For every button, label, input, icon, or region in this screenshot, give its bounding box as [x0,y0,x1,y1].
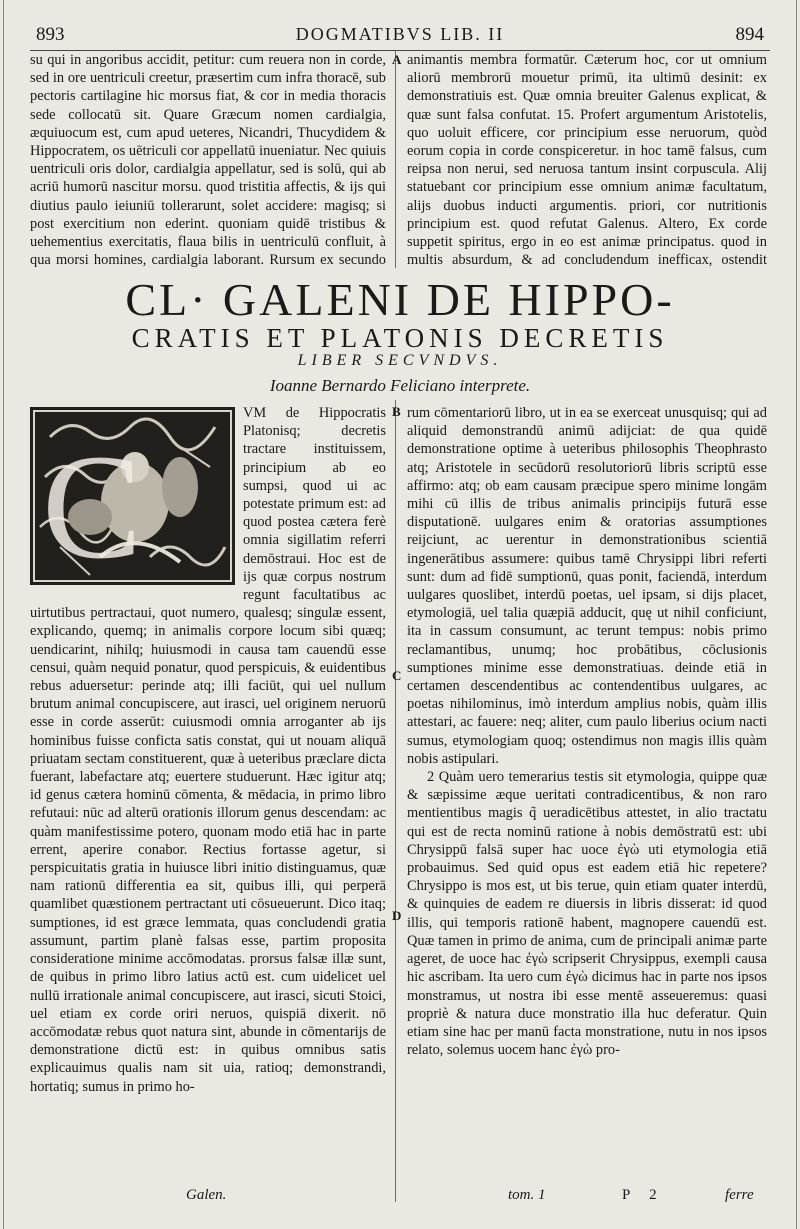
bottom-left-column [30,404,386,1204]
book-title-line-2: CRATIS ET PLATONIS DECRETIS [131,323,669,353]
bottom-right-column [407,404,767,1204]
initial-letter-glyph: C [42,424,143,585]
running-title: DOGMATIBVS LIB. II [295,24,505,44]
bottom-right-paragraph-2 [407,768,767,1059]
margin-letter-c: C [392,668,402,683]
section-number-15: 15. [556,106,575,123]
margin-letter-b: B [392,404,401,419]
bottom-right-paragraph-1: rum cōmentariorū libro, ut in ea se exerceat unusquisq; qui ad aliquid demonstrandū animū adijciat: de qua quidē demonstratione optime à ueteribus philosophis Theophrasto atq; Aristotele in secūdorū resolutoriorū libris scriptū esse affirmo: atq; ob eam causam præcipue spero minime longām mihi cū illis de tribus animalis principijs futurā esse disputationē. uulgares enim & oratorias assumptiones reijciunt, ac uerentur in demonstrationibus scientiā ingenerātibus assumere: quibus tamē Chrysippi libri referti sunt: dum ad fidē sumptionū, quas ponit, faciendā, interdum uulgares quoslibet, interdū poetas, uel ipsam, si dijs placet, etymologiā, uel talia quæpiā adducit, quę ut nihil conficiunt, ita in cassum consumunt, ac terunt tempus: nobis primo reclamantibus, unumq; hoc probātibus, cōclusionis sumptiones minime esse demonstratiuas. deinde etiā in certamen descendentibus ac contendentibus uulgares, ac poetas nihilominus, imò interdum amplius nobis, quàm illis attestari, ac fauere: neq; aliter, cum paulo liberius ocium nacti sumus, etymologiam quoq; ostendimus non magis illis quàm nobis astipulari. [407,405,767,767]
bottom-right-text-2: Quàm uero temerarius testis sit etymologia, quippe quæ & sæpissime æque ueritati contradicentibus, & non raro mentientibus magis q̃ ueradicētibus attestet, in alio tractatu qui est de recta nominū ratione à nobis demōstratū est: ubi Chrysippū falsā super hac uoce ἐγὼ uti etymologia etiā probauimus. Sed quid opus est eadem etiā hic repetere? Chrysippo is mos est, ut bis terue, quin etiam quater interdū, & quinquies de eadem re diuersis in libris disserat: id quod illis, qui temporis rationē habent, magnopere cauendū est. Quæ tamen in primo de anima, cum de principali animæ parte ageret, de uoce hac ἐγὼ scripserit Chrysippus, exempli causa hic ascribam. Ita uero cum ἐγὼ dicimus hac in parte nos ipsos monstramus, ut nostra ibi esse mentē asseueremus: quasi propriè & natura duce monstratio illa huc deferatur. Quin etiam sine hac per manū facta monstratione, nutu in nos ipsos relato, solemus uocem hanc ἐγὼ pro- [407,769,767,1059]
folio-left: 893 [36,24,65,45]
signature-mark: P 2 [622,1187,657,1203]
page-edge-left [3,0,4,1229]
book-title-line-1: CL· GALENI DE HIPPO- [125,274,675,325]
margin-letter-d: D [392,908,402,923]
top-right-paragraph [407,51,767,271]
top-right-text-2: Profert argumentum Aristotelis, quo uoluit efficere, cor principium esse neruorum, quòd eorum copia in corde conspiceretur. in hoc tamē falsus, cum reipsa non nerui, sed neruosa tantum insint corpuscula. Alij statuebant cor principium esse omnium animæ facultatum, alijs duobus inducti argumentis. priori, cor nutritionis principium est. quod refutat Galenus. Altero, Ex corde suppetit spiritus, ergo in eo est animæ principatus. quod in multis absurdum, & ad concludendum inefficax, ostendit [407,106,767,269]
top-left-paragraph: su qui in angoribus accidit, petitur: cum reuera non in corde, sed in ore uentriculi creetur, præsertim cum infra thoracē, sub pectoris cartilagine hic morsus fiat, & cor in media thoracis sede collocatū sit. Quare Græcum nomen cardialgia, æquiuocum est, cum apud ueteres, Nicandri, Thucydidem & Hippocratem, os uētriculi cor appellatū inueniatur. Nec quiuis uentriculi oris dolor, cardialgia appellatur, sed is solū, qui ab acriū humorū nascitur morsu. quod tristitia affectis, & ijs qui diutius paulo ieiuniū tollerarunt, solet accidere: magisq; si post exercitium non ederint. quoniam quidē tristibus & uehementius exercitatis, flaua bilis in uentriculū confluit, à qua morsi homines, cardialgia laborant. Rursum ex secundo [30,52,386,269]
bottom-left-paragraph: VM de Hippocratis Platonisq; decretis tractare instituissem, principium ab eo sumpsi, quod ui ac potestate primum est: ad quod postea cætera ferè omnia sigillatim referri demōstraui. Hoc est de ijs quæ corpus nostrum regunt facultatibus ac uirtutibus pertractaui, quot numero, qualesq; singulæ essent, explicando, quemq; in animalis corpore locum sibi quæq; uendicarint, nihilq; huiusmodi in causa tam cauendū esse censui, quàm nequid ponatur, quod perspicuis, & euidentibus rebus aduersetur: perinde atq; illi faciūt, qui uel nullum brutum animal concupiscere, aut irasci, uel originem neruorū esse in corde asserūt: cuiusmodi omnia arroganter ab ijs hominibus fuisse conficta satis constat, qui ut nouam aliquā priuatam sectam constituerent, quæ à ueteribus præclare dicta fuerant, labefactare atq; euertere studuerunt. Hæc igitur atq; id genus cætera hominū cōmenta, & mēdacia, in primo libro refutaui: nūc ad alterū orationis illorum genus descendam: ac quàm manifestissime potero, quonam modo etiā hac in parte errent, aperire conabor. Rectius fortasse agetur, si perspicuitatis gratia in huiusce libri initio distinguamus, quæ nam rationū differentia ea sit, quibus illi, qui perperā quamlibet quæstionem pertractant uti cōsueuerunt. Dico itaq; sumptiones, id est græce lemmata, quas concludendi gratia assumunt, partim planè falsas esse, partim proposita consideratione minime accōmodatas. prorsus falsæ illæ sunt, de quibus in primo libro latius actū est. cum uidelicet uel nullū irrationale animal concupiscere, aut irasci, sicuti Stoici, uel etiam ex corde oriri neruos, quispiā dixerit. nō accōmodatæ rebus quot natura sint, abunde in cōmentarijs de demonstratione dictū est: in quibus omnibus satis explicauimus qualis nam sit uia, ratioq; demonstrandi, hortatiq; sumus in primo ho- [30,405,386,1095]
column-rule-top [395,50,396,268]
top-right-text-1: animantis membra formatūr. Cæterum hoc, cor ut omnium aliorū membrorū mouetur primū, ita ultimū desinit: ex demonstratiuis est. Quæ omnia breuiter Galenus explicat, & quæ sunt falsa confutat. [407,52,767,123]
running-head [30,24,770,51]
catchword-left: Galen. [186,1187,227,1203]
top-right-column [407,51,767,271]
footer-tom: tom. 1 [508,1187,546,1203]
margin-letter-a: A [392,52,402,67]
book-subtitle: LIBER SECVNDVS. [297,352,503,369]
page-footer [0,1187,800,1209]
catchword-right: ferre [725,1187,754,1203]
folio-right: 894 [735,24,764,45]
section-number-2: 2 [427,769,435,786]
decorated-initial [30,407,235,585]
page-edge-right [796,0,797,1229]
column-rule-bottom [395,400,396,1202]
woodcut-initial-image [30,407,235,585]
top-left-column [30,51,386,271]
translator-line: Ioanne Bernardo Feliciano interprete. [269,376,531,395]
